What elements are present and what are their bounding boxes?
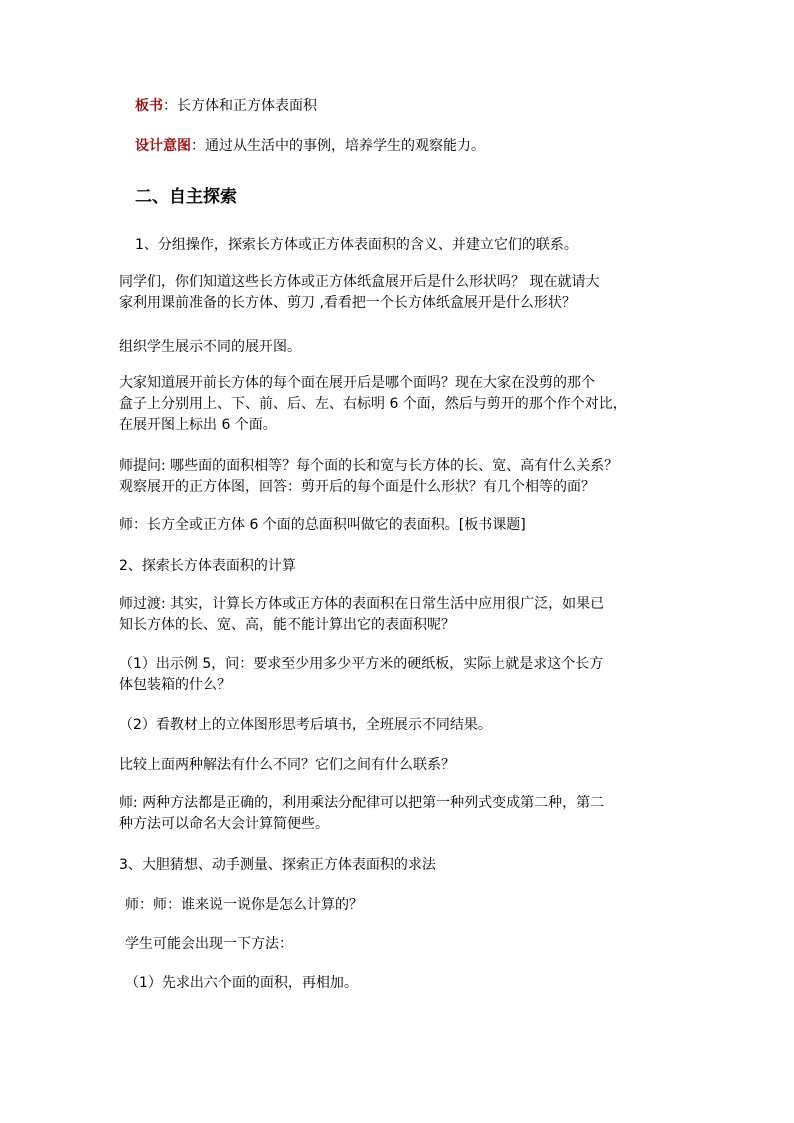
design-text: 通过从生活中的事例，培养学生的观察能力。 <box>205 138 485 154</box>
paragraph-3 <box>119 373 679 436</box>
paragraph-7 <box>119 654 679 696</box>
step-2: 2、探索长方体表面积的计算 <box>119 558 296 574</box>
design-colon: ： <box>191 138 205 154</box>
paragraph-8: （2）看教材上的立体图形思考后填书，全班展示不同结果。 <box>119 717 492 733</box>
paragraph-4 <box>119 456 679 498</box>
paragraph-11: 师：师：谁来说一说你是怎么计算的？ <box>125 897 363 913</box>
paragraph-10 <box>119 793 679 835</box>
paragraph-7-line-1: （1）出示例 5，问：要求至少用多少平方米的硬纸板，实际上就是求这个长方 <box>119 656 604 672</box>
paragraph-1-line-1: 同学们，你们知道这些长方体或正方体纸盒展开后是什么形状吗？ 现在就请大 <box>119 274 600 290</box>
paragraph-9: 比较上面两种解法有什么不同？它们之间有什么联系？ <box>119 757 455 773</box>
paragraph-13: （1）先求出六个面的面积，再相加。 <box>125 975 358 991</box>
step-3: 3、大胆猜想、动手测量、探索正方体表面积的求法 <box>119 857 436 873</box>
paragraph-4-line-1: 师提问: 哪些面的面积相等？每个面的长和宽与长方体的长、宽、高有什么关系？ <box>119 458 619 474</box>
paragraph-10-line-1: 师: 两种方法都是正确的，利用乘法分配律可以把第一种列式变成第二种，第二 <box>119 795 605 811</box>
board-text: 长方体和正方体表面积 <box>177 98 317 114</box>
paragraph-10-line-2: 种方法可以命名大会计算简便些。 <box>119 816 329 832</box>
board-label: 板书 <box>135 98 163 114</box>
section-heading: 二、自主探索 <box>135 187 237 207</box>
design-intent-line <box>135 136 695 157</box>
paragraph-6-line-1: 师过渡: 其实，计算长方体或正方体的表面积在日常生活中应用很广泛，如果已 <box>119 596 605 612</box>
board-colon: ： <box>163 98 177 114</box>
paragraph-5: 师：长方全或正方体 6 个面的总面积叫做它的表面积。[板书课题] <box>119 517 526 533</box>
paragraph-7-line-2: 体包装箱的什么？ <box>119 677 231 693</box>
paragraph-12: 学生可能会出现一下方法： <box>125 936 293 952</box>
design-label: 设计意图 <box>135 138 191 154</box>
paragraph-2: 组织学生展示不同的展开图。 <box>119 339 301 355</box>
paragraph-1-line-2: 家利用课前准备的长方体、剪刀 ,看看把一个长方体纸盒展开是什么形状？ <box>119 295 576 311</box>
board-line <box>135 96 695 117</box>
paragraph-3-line-1: 大家知道展开前长方体的每个面在展开后是哪个面吗？现在大家在没剪的那个 <box>119 375 595 391</box>
paragraph-3-line-3: 在展开图上标出 6 个面。 <box>119 417 277 433</box>
step-1: 1、分组操作，探索长方体或正方体表面积的含义、并建立它们的联系。 <box>135 237 578 253</box>
paragraph-1 <box>119 272 679 314</box>
paragraph-4-line-2: 观察展开的正方体图，回答：剪开后的每个面是什么形状？有几个相等的面？ <box>119 479 595 495</box>
paragraph-6 <box>119 594 679 636</box>
paragraph-3-line-2: 盒子上分别用上、下、前、后、左、右标明 6 个面，然后与剪开的那个作个对比， <box>119 396 627 412</box>
paragraph-6-line-2: 知长方体的长、宽、高，能不能计算出它的表面积呢？ <box>119 617 455 633</box>
